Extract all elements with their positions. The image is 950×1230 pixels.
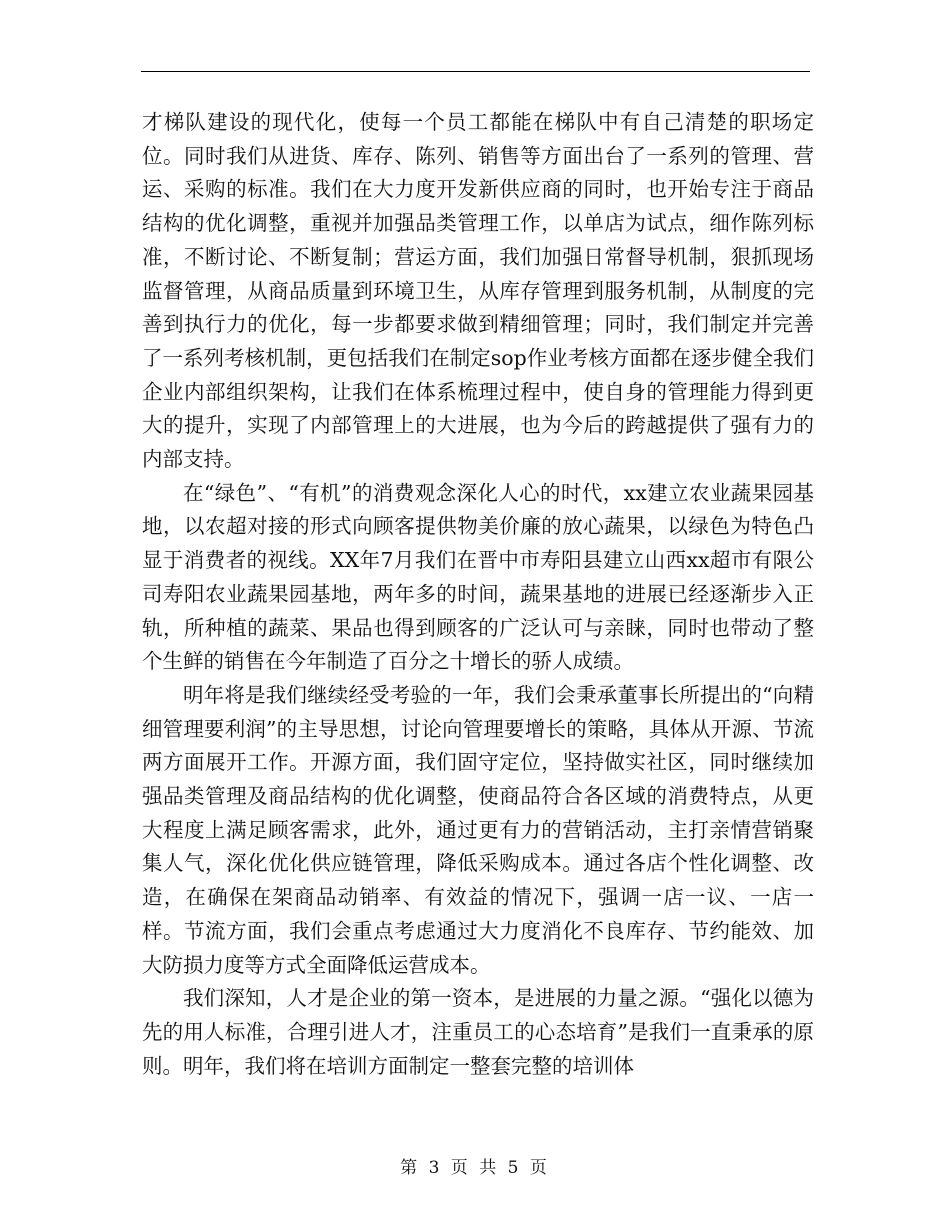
paragraph-2: 在“绿色”、“有机”的消费观念深化人心的时代，xx建立农业蔬果园基地，以农超对接的形式向顾客提供物美价廉的放心蔬果，以绿色为特色凸显于消费者的视线。XX年7月我们在晋中市寿阳县建立山西xx超市有限公司寿阳农业蔬果园基地，两年多的时间，蔬果基地的进展已经逐渐步入正轨，所种植的蔬菜、果品也得到顾客的广泛认可与亲睐，同时也带动了整个生鲜的销售在今年制造了百分之十增长的骄人成绩。 (142, 480, 814, 674)
page-number-footer: 第 3 页 共 5 页 (400, 1158, 550, 1178)
paragraph-4: 我们深知，人才是企业的第一资本，是进展的力量之源。“强化以德为先的用人标准，合理引进人才，注重员工的心态培育”是我们一直秉承的原则。明年，我们将在培训方面制定一整套完整的培训体 (142, 986, 814, 1078)
paragraph-1: 才梯队建设的现代化，使每一个员工都能在梯队中有自己清楚的职场定位。同时我们从进货、库存、陈列、销售等方面出台了一系列的管理、营运、采购的标准。我们在大力度开发新供应商的同时，也开始专注于商品结构的优化调整，重视并加强品类管理工作，以单店为试点，细作陈列标准，不断讨论、不断复制；营运方面，我们加强日常督导机制，狠抓现场监督管理，从商品质量到环境卫生，从库存管理到服务机制，从制度的完善到执行力的优化，每一步都要求做到精细管理；同时，我们制定并完善了一系列考核机制，更包括我们在制定sop作业考核方面都在逐步健全我们企业内部组织架构，让我们在体系梳理过程中，使自身的管理能力得到更大的提升，实现了内部管理上的大进展，也为今后的跨越提供了强有力的内部支持。 (142, 110, 814, 472)
document-body (142, 106, 814, 1083)
header-divider (141, 71, 810, 72)
paragraph-3: 明年将是我们继续经受考验的一年，我们会秉承董事长所提出的“向精细管理要利润”的主导思想，讨论向管理要增长的策略，具体从开源、节流两方面展开工作。开源方面，我们固守定位，坚持做实社区，同时继续加强品类管理及商品结构的优化调整，使商品符合各区域的消费特点，从更大程度上满足顾客需求，此外，通过更有力的营销活动，主打亲情营销聚集人气，深化优化供应链管理，降低采购成本。通过各店个性化调整、改造，在确保在架商品动销率、有效益的情况下，强调一店一议、一店一样。节流方面，我们会重点考虑通过大力度消化不良库存、节约能效、加大防损力度等方式全面降低运营成本。 (142, 682, 814, 977)
